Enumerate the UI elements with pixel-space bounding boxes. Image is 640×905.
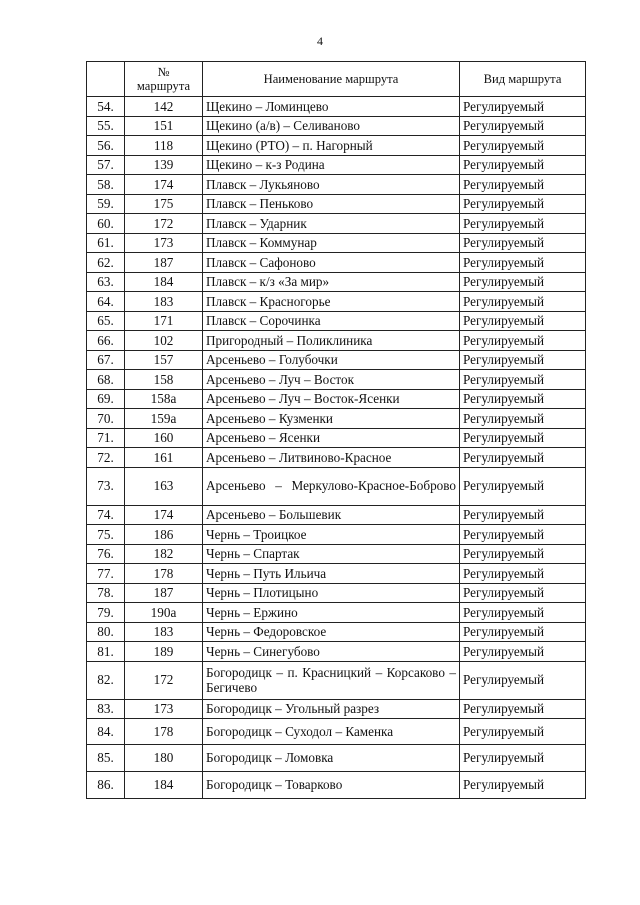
route-type: Регулируемый — [460, 525, 586, 545]
route-number: 173 — [125, 233, 203, 253]
route-name: Чернь – Троицкое — [203, 525, 460, 545]
route-name: Плавск – Сорочинка — [203, 311, 460, 331]
table-row — [87, 719, 586, 745]
row-index: 85. — [87, 745, 125, 772]
route-number: 187 — [125, 583, 203, 603]
route-number: 186 — [125, 525, 203, 545]
row-index: 59. — [87, 194, 125, 214]
route-type: Регулируемый — [460, 370, 586, 390]
route-number: 180 — [125, 745, 203, 772]
route-name: Чернь – Федоровское — [203, 622, 460, 642]
table-row — [87, 155, 586, 175]
route-number: 157 — [125, 350, 203, 370]
table-row — [87, 699, 586, 719]
route-type: Регулируемый — [460, 194, 586, 214]
route-type: Регулируемый — [460, 409, 586, 429]
row-index: 58. — [87, 175, 125, 195]
route-number: 174 — [125, 175, 203, 195]
route-name: Плавск – Ударник — [203, 214, 460, 234]
route-name: Арсеньево – Луч – Восток — [203, 370, 460, 390]
page-number: 4 — [317, 34, 323, 48]
route-number: 158а — [125, 389, 203, 409]
route-type: Регулируемый — [460, 544, 586, 564]
header-index — [87, 62, 125, 97]
route-name: Богородицк – п. Красницкий – Корсаково – Бегичево — [203, 661, 460, 699]
route-number: 151 — [125, 116, 203, 136]
row-index: 62. — [87, 253, 125, 273]
route-name: Плавск – Пеньково — [203, 194, 460, 214]
route-type: Регулируемый — [460, 564, 586, 584]
route-name: Щекино (а/в) – Селиваново — [203, 116, 460, 136]
route-type: Регулируемый — [460, 116, 586, 136]
row-index: 67. — [87, 350, 125, 370]
route-number: 174 — [125, 505, 203, 525]
table-row — [87, 622, 586, 642]
route-name: Чернь – Плотицыно — [203, 583, 460, 603]
route-type: Регулируемый — [460, 719, 586, 745]
table-row — [87, 505, 586, 525]
route-number: 118 — [125, 136, 203, 156]
route-name: Арсеньево – Меркулово-Красное-Боброво — [203, 467, 460, 505]
row-index: 57. — [87, 155, 125, 175]
table-row — [87, 292, 586, 312]
route-type: Регулируемый — [460, 97, 586, 117]
route-name: Пригородный – Поликлиника — [203, 331, 460, 351]
route-number: 172 — [125, 214, 203, 234]
route-number: 160 — [125, 428, 203, 448]
route-type: Регулируемый — [460, 467, 586, 505]
row-index: 64. — [87, 292, 125, 312]
route-type: Регулируемый — [460, 272, 586, 292]
row-index: 78. — [87, 583, 125, 603]
table-row — [87, 467, 586, 505]
row-index: 61. — [87, 233, 125, 253]
route-number: 158 — [125, 370, 203, 390]
table-row — [87, 661, 586, 699]
route-name: Богородицк – Товарково — [203, 772, 460, 799]
route-type: Регулируемый — [460, 350, 586, 370]
route-type: Регулируемый — [460, 622, 586, 642]
route-name: Плавск – Красногорье — [203, 292, 460, 312]
route-number: 173 — [125, 699, 203, 719]
row-index: 82. — [87, 661, 125, 699]
table-row — [87, 233, 586, 253]
row-index: 73. — [87, 467, 125, 505]
row-index: 69. — [87, 389, 125, 409]
table-row — [87, 194, 586, 214]
route-number: 139 — [125, 155, 203, 175]
row-index: 56. — [87, 136, 125, 156]
route-type: Регулируемый — [460, 745, 586, 772]
route-type: Регулируемый — [460, 699, 586, 719]
table-row — [87, 448, 586, 468]
table-header-row — [87, 62, 586, 97]
table-row — [87, 136, 586, 156]
route-name: Щекино – Ломинцево — [203, 97, 460, 117]
row-index: 74. — [87, 505, 125, 525]
table-row — [87, 370, 586, 390]
route-number: 189 — [125, 642, 203, 662]
row-index: 76. — [87, 544, 125, 564]
route-number: 159а — [125, 409, 203, 429]
route-type: Регулируемый — [460, 136, 586, 156]
row-index: 72. — [87, 448, 125, 468]
table-row — [87, 745, 586, 772]
route-number: 184 — [125, 772, 203, 799]
route-type: Регулируемый — [460, 448, 586, 468]
table-row — [87, 175, 586, 195]
route-type: Регулируемый — [460, 155, 586, 175]
route-number: 183 — [125, 292, 203, 312]
route-number: 163 — [125, 467, 203, 505]
row-index: 79. — [87, 603, 125, 623]
route-name: Арсеньево – Луч – Восток-Ясенки — [203, 389, 460, 409]
route-number: 178 — [125, 564, 203, 584]
row-index: 71. — [87, 428, 125, 448]
table-row — [87, 331, 586, 351]
route-type: Регулируемый — [460, 583, 586, 603]
table-row — [87, 311, 586, 331]
row-index: 63. — [87, 272, 125, 292]
table-row — [87, 389, 586, 409]
route-type: Регулируемый — [460, 389, 586, 409]
table-row — [87, 603, 586, 623]
table-row — [87, 272, 586, 292]
route-name: Чернь – Путь Ильича — [203, 564, 460, 584]
route-name: Богородицк – Ломовка — [203, 745, 460, 772]
row-index: 77. — [87, 564, 125, 584]
route-name: Плавск – Лукьяново — [203, 175, 460, 195]
table-row — [87, 97, 586, 117]
route-name: Арсеньево – Большевик — [203, 505, 460, 525]
table-body — [87, 97, 586, 799]
route-number: 182 — [125, 544, 203, 564]
route-type: Регулируемый — [460, 603, 586, 623]
route-type: Регулируемый — [460, 311, 586, 331]
route-name: Богородицк – Угольный разрез — [203, 699, 460, 719]
route-type: Регулируемый — [460, 233, 586, 253]
route-type: Регулируемый — [460, 292, 586, 312]
row-index: 68. — [87, 370, 125, 390]
table-row — [87, 409, 586, 429]
route-number: 190а — [125, 603, 203, 623]
route-name: Плавск – Коммунар — [203, 233, 460, 253]
route-number: 172 — [125, 661, 203, 699]
row-index: 83. — [87, 699, 125, 719]
route-type: Регулируемый — [460, 214, 586, 234]
route-type: Регулируемый — [460, 661, 586, 699]
header-route-number: № маршрута — [125, 62, 203, 97]
route-type: Регулируемый — [460, 642, 586, 662]
route-name: Плавск – Сафоново — [203, 253, 460, 273]
route-number: 102 — [125, 331, 203, 351]
route-type: Регулируемый — [460, 175, 586, 195]
route-number: 175 — [125, 194, 203, 214]
table-row — [87, 772, 586, 799]
route-type: Регулируемый — [460, 331, 586, 351]
route-number: 161 — [125, 448, 203, 468]
route-name: Чернь – Спартак — [203, 544, 460, 564]
route-name: Щекино (РТО) – п. Нагорный — [203, 136, 460, 156]
table-row — [87, 116, 586, 136]
route-name: Плавск – к/з «За мир» — [203, 272, 460, 292]
row-index: 84. — [87, 719, 125, 745]
row-index: 75. — [87, 525, 125, 545]
route-number: 184 — [125, 272, 203, 292]
row-index: 81. — [87, 642, 125, 662]
route-number: 171 — [125, 311, 203, 331]
table-row — [87, 642, 586, 662]
route-type: Регулируемый — [460, 772, 586, 799]
row-index: 80. — [87, 622, 125, 642]
table-row — [87, 525, 586, 545]
row-index: 65. — [87, 311, 125, 331]
route-name: Арсеньево – Кузменки — [203, 409, 460, 429]
row-index: 86. — [87, 772, 125, 799]
route-number: 178 — [125, 719, 203, 745]
header-route-name: Наименование маршрута — [203, 62, 460, 97]
route-number: 187 — [125, 253, 203, 273]
table-row — [87, 583, 586, 603]
route-name: Арсеньево – Литвиново-Красное — [203, 448, 460, 468]
route-type: Регулируемый — [460, 505, 586, 525]
header-route-type: Вид маршрута — [460, 62, 586, 97]
routes-table — [86, 61, 586, 799]
route-name: Арсеньево – Голубочки — [203, 350, 460, 370]
route-name: Богородицк – Суходол – Каменка — [203, 719, 460, 745]
route-name: Чернь – Ержино — [203, 603, 460, 623]
table-row — [87, 428, 586, 448]
table-row — [87, 253, 586, 273]
route-name: Чернь – Синегубово — [203, 642, 460, 662]
route-type: Регулируемый — [460, 253, 586, 273]
table-row — [87, 544, 586, 564]
row-index: 54. — [87, 97, 125, 117]
row-index: 70. — [87, 409, 125, 429]
route-number: 142 — [125, 97, 203, 117]
route-number: 183 — [125, 622, 203, 642]
row-index: 60. — [87, 214, 125, 234]
row-index: 66. — [87, 331, 125, 351]
route-name: Арсеньево – Ясенки — [203, 428, 460, 448]
row-index: 55. — [87, 116, 125, 136]
table-row — [87, 350, 586, 370]
table-row — [87, 564, 586, 584]
table-row — [87, 214, 586, 234]
route-name: Щекино – к-з Родина — [203, 155, 460, 175]
route-type: Регулируемый — [460, 428, 586, 448]
